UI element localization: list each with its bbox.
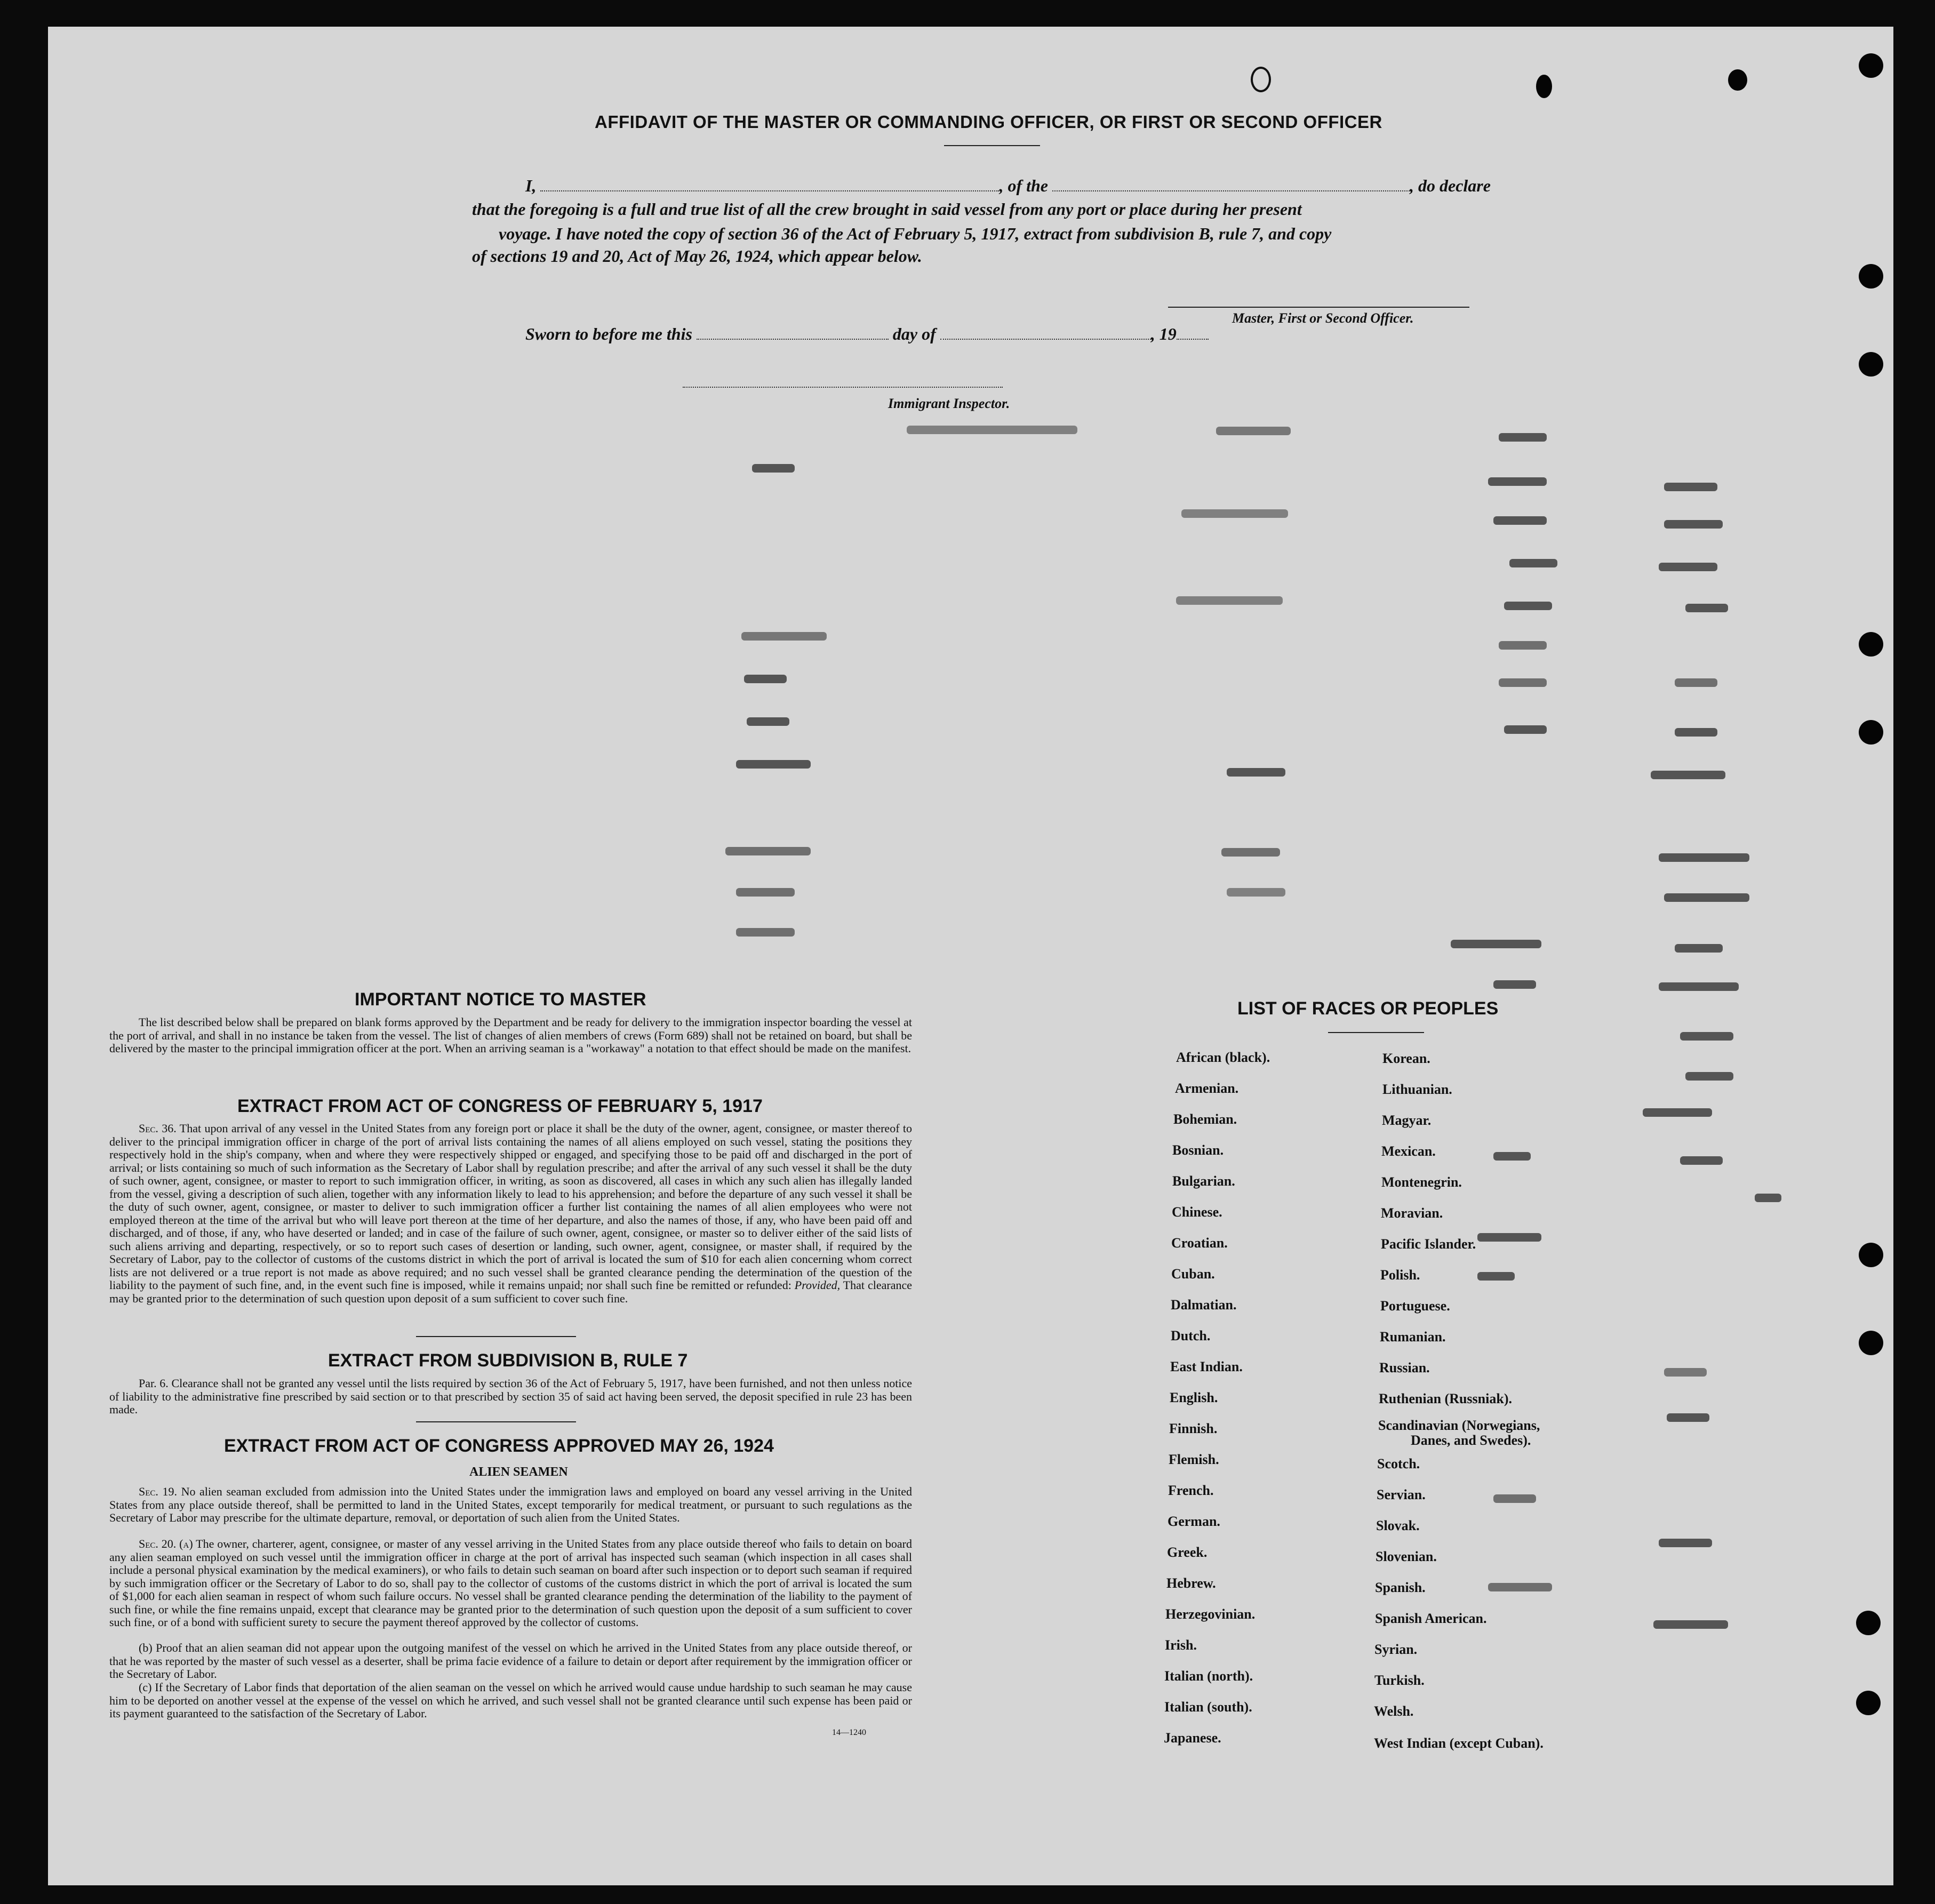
- race-item: Herzegovinian.: [1165, 1606, 1256, 1622]
- race-item: Ruthenian (Russniak).: [1379, 1391, 1512, 1406]
- bleed-through-mark: [1643, 1108, 1712, 1117]
- race-item: Slovak.: [1376, 1518, 1420, 1533]
- race-item: Bohemian.: [1173, 1111, 1237, 1127]
- race-item: Spanish.: [1375, 1580, 1426, 1595]
- bleed-through-mark: [1659, 982, 1739, 991]
- race-item: Armenian.: [1175, 1081, 1239, 1096]
- notice-body: The list described below shall be prepared on blank forms approved by the Department and be ready for delivery to the immigration inspector boarding the vessel at the port of arrival, and shall in no instance be taken from the vessel. The list of changes of alien members of crews (Form 689) shall not be retained on board, but shall be delivered by the master to the principal immigration officer at the port. When an arriving seaman is a "workaway" a notation to that effect should be made on the manifest.: [109, 1015, 912, 1055]
- race-item: Bosnian.: [1172, 1142, 1224, 1158]
- race-item: Flemish.: [1169, 1452, 1219, 1467]
- bleed-through-mark: [1651, 771, 1725, 779]
- race-item: French.: [1168, 1483, 1214, 1498]
- bleed-through-mark: [736, 760, 811, 769]
- bleed-through-mark: [1504, 602, 1552, 610]
- race-item: Hebrew.: [1166, 1575, 1216, 1591]
- race-item: Welsh.: [1374, 1703, 1414, 1719]
- race-item: Bulgarian.: [1172, 1173, 1235, 1189]
- race-item: English.: [1170, 1390, 1218, 1405]
- punch-hole: [1728, 69, 1747, 91]
- race-item: Pacific Islander.: [1381, 1236, 1476, 1252]
- sec-20a-body: Sec. 20. (a) The owner, charterer, agent, consignee, or master of any vessel arriving in the United States from any place outside thereof who fails to detain on board any alien seaman employed on such vessel until the immigration officer in charge at the port of arrival has inspected such seaman (which inspection in all cases shall include a personal physical examination by the medical examiners), or who fails to detain such seaman on board after such inspection or to deport such seaman if required by such immigration officer or the Secretary of Labor to do so, shall pay to the collector of customs of the customs district in which the port of arrival is located the sum of $1,000 for each alien seaman in respect of whom such failure occurs. No vessel shall be granted clearance pending the determination of the liability to the payment of such fine, or while the fine remains unpaid, except that clearance may be granted prior to the determination of such question upon the deposit of a sum sufficient to cover such fine, or of a bond with sufficient surety to secure the payment thereof approved by the collector of customs.: [109, 1537, 912, 1629]
- race-item: Montenegrin.: [1381, 1174, 1462, 1190]
- bleed-through-mark: [1477, 1233, 1541, 1242]
- bleed-through-mark: [1221, 848, 1280, 857]
- name-field[interactable]: [540, 190, 999, 191]
- bleed-through-mark: [1680, 1032, 1733, 1041]
- punch-hole: [1859, 53, 1883, 78]
- races-title: LIST OF RACES OR PEOPLES: [1237, 998, 1499, 1019]
- race-item: Servian.: [1377, 1487, 1426, 1502]
- race-item: Irish.: [1165, 1637, 1197, 1653]
- bleed-through-mark: [1181, 509, 1288, 518]
- year-field[interactable]: [1177, 339, 1209, 340]
- race-item: Croatian.: [1171, 1235, 1228, 1251]
- bleed-through-mark: [1675, 728, 1717, 737]
- extract-1917-title: EXTRACT FROM ACT OF CONGRESS OF FEBRUARY 5, 1917: [237, 1096, 763, 1116]
- bleed-through-mark: [1659, 853, 1749, 862]
- bleed-through-mark: [1493, 980, 1536, 989]
- sworn-line: Sworn to before me this day of , 19: [525, 324, 1209, 344]
- section-divider: [416, 1336, 576, 1337]
- bleed-through-mark: [1664, 520, 1723, 529]
- bleed-through-mark: [1659, 1539, 1712, 1547]
- punch-hole: [1856, 1691, 1881, 1715]
- race-item: Scotch.: [1377, 1456, 1420, 1471]
- race-item: German.: [1168, 1514, 1220, 1529]
- punch-hole: [1251, 67, 1271, 92]
- race-item: Turkish.: [1374, 1673, 1425, 1688]
- race-item: Danes, and Swedes).: [1411, 1433, 1531, 1448]
- bleed-through-mark: [741, 632, 827, 641]
- bleed-through-mark: [1664, 1368, 1707, 1377]
- master-signature-label: Master, First or Second Officer.: [1232, 310, 1414, 326]
- bleed-through-mark: [1680, 1156, 1723, 1165]
- bleed-through-mark: [1667, 1413, 1709, 1422]
- bleed-through-mark: [1176, 596, 1283, 605]
- bleed-through-mark: [1755, 1194, 1781, 1202]
- bleed-through-mark: [1504, 725, 1547, 734]
- affidavit-title: AFFIDAVIT OF THE MASTER OR COMMANDING OFFICER, OR FIRST OR SECOND OFFICER: [595, 112, 1382, 132]
- bleed-through-mark: [752, 464, 795, 473]
- race-item: Russian.: [1379, 1360, 1430, 1375]
- race-item: Slovenian.: [1376, 1549, 1437, 1564]
- race-item: Cuban.: [1171, 1266, 1215, 1282]
- punch-hole: [1859, 1243, 1883, 1267]
- bleed-through-mark: [1451, 940, 1541, 948]
- races-title-underline: [1328, 1032, 1424, 1033]
- month-field[interactable]: [940, 339, 1151, 340]
- bleed-through-mark: [1493, 516, 1547, 525]
- race-item: Greek.: [1167, 1545, 1208, 1560]
- bleed-through-mark: [1685, 604, 1728, 612]
- bleed-through-mark: [1477, 1272, 1515, 1281]
- title-underline: [944, 145, 1040, 146]
- bleed-through-mark: [1493, 1152, 1531, 1161]
- bleed-through-mark: [907, 426, 1077, 434]
- bleed-through-mark: [725, 847, 811, 855]
- race-item: Finnish.: [1169, 1421, 1218, 1436]
- affidavit-line-3: voyage. I have noted the copy of section 36 of the Act of February 5, 1917, extract from subdivision B, rule 7, and copy: [499, 224, 1332, 243]
- inspector-signature-label: Immigrant Inspector.: [888, 396, 1010, 411]
- bleed-through-mark: [736, 928, 795, 937]
- affidavit-line-4: of sections 19 and 20, Act of May 26, 1924, which appear below.: [472, 246, 922, 266]
- form-number: 14—1240: [832, 1728, 866, 1737]
- section-divider: [416, 1421, 576, 1422]
- sec-20c-body: (c) If the Secretary of Labor finds that deportation of the alien seaman on the vessel on which he arrived would cause undue hardship to such seaman he may cause him to be deported on another vessel at the expense of the vessel on which he arrived, and such vessel shall not be granted clearance until such expense has been paid or its payment guaranteed to the satisfaction of the Secretary of Labor.: [109, 1681, 912, 1720]
- extract-rule7-body: Par. 6. Clearance shall not be granted any vessel until the lists required by section 36 of the Act of February 5, 1917, have been furnished, and not then unless notice of liability to the administrative fine prescribed by said section or to that prescribed by section 35 of said act having been served, the deposit specified in rule 23 has been made.: [109, 1377, 912, 1416]
- extract-1917-body: Sec. 36. That upon arrival of any vessel in the United States from any foreign port or place it shall be the duty of the owner, agent, consignee, or master thereof to deliver to the principal immigration officer in charge of the port of arrival lists containing the names of all aliens employed on such vessel, stating the positions they respectively hold in the ship's company, when and where they were respectively shipped or engaged, and specifying those to be paid off and discharged in the port of arrival; or lists containing so much of such information as the Secretary of Labor shall by regulation prescribe; and after the arrival of any such vessel it shall be the duty of such owner, agent, consignee, or master to report to such immigration officer, in writing, as soon as discovered, all cases in which any such alien has illegally landed from the vessel, giving a description of such alien, together with any information likely to lead to his apprehension; and before the departure of any such vessel it shall be the duty of such owner, agent, consignee, or master to deliver to such immigration officer a further list containing the names of all alien employees who were not employed thereon at the time of the arrival but who will leave port thereon at the time of her departure, and also the names of those, if any, who have been paid off and discharged, and of those, if any, who have deserted or landed; and in case of the failure of such owner, agent, consignee, or master so to deliver either of the said lists of such aliens arriving and departing, respectively, or so to report such cases of desertion or landing, such owner, agent, consignee, or master shall, if required by the Secretary of Labor, pay to the collector of customs of the customs district in which the port of arrival is located the sum of $10 for each alien concerning whom correct lists are not delivered or a true report is not made as above required; and no such vessel shall be granted clearance pending the determination of the question of the liability to the payment of such fine, and, in the event such fine is imposed, while it remains unpaid; nor shall such fine be remitted or refunded: Provided, That clearance may be granted prior to the determination of such question upon deposit of a sum sufficient to cover such fine.: [109, 1122, 913, 1305]
- race-item: Portuguese.: [1380, 1298, 1450, 1314]
- notice-title: IMPORTANT NOTICE TO MASTER: [355, 989, 646, 1010]
- race-item: Dalmatian.: [1171, 1297, 1237, 1313]
- race-item: Lithuanian.: [1382, 1082, 1452, 1097]
- race-item: West Indian (except Cuban).: [1374, 1735, 1544, 1751]
- bleed-through-mark: [1675, 678, 1717, 687]
- bleed-through-mark: [1227, 768, 1285, 777]
- race-item: Dutch.: [1171, 1328, 1211, 1343]
- bleed-through-mark: [1499, 641, 1547, 650]
- bleed-through-mark: [736, 888, 795, 897]
- bleed-through-mark: [1653, 1620, 1728, 1629]
- bleed-through-mark: [1509, 559, 1557, 567]
- race-item: Rumanian.: [1380, 1329, 1446, 1345]
- bleed-through-mark: [1664, 483, 1717, 491]
- race-item: Italian (north).: [1164, 1668, 1253, 1684]
- race-item: East Indian.: [1170, 1359, 1243, 1374]
- race-item: Japanese.: [1164, 1730, 1221, 1746]
- affidavit-line-1: I, , of the , do declare: [525, 176, 1491, 195]
- bleed-through-mark: [1675, 944, 1723, 953]
- race-item: Magyar.: [1382, 1113, 1432, 1128]
- punch-hole: [1536, 75, 1552, 98]
- day-field[interactable]: [697, 339, 889, 340]
- race-item: Chinese.: [1172, 1204, 1222, 1220]
- bleed-through-mark: [1216, 427, 1291, 435]
- bleed-through-mark: [1685, 1072, 1733, 1081]
- bleed-through-mark: [1664, 893, 1749, 902]
- race-item: Syrian.: [1374, 1642, 1418, 1657]
- extract-rule7-title: EXTRACT FROM SUBDIVISION B, RULE 7: [328, 1350, 688, 1371]
- punch-hole: [1859, 264, 1883, 289]
- sec-20b-body: (b) Proof that an alien seaman did not appear upon the outgoing manifest of the vessel on which he arrived in the United States from any place outside thereof, or that he was reported by the master of such vessel as a deserter, shall be prima facie evidence of a failure to detain or deport after requirement by the immigration officer or the Secretary of Labor.: [109, 1641, 912, 1681]
- punch-hole: [1859, 720, 1883, 745]
- extract-1924-subtitle: ALIEN SEAMEN: [469, 1465, 568, 1479]
- bleed-through-mark: [747, 717, 789, 726]
- bleed-through-mark: [1493, 1494, 1536, 1503]
- bleed-through-mark: [1499, 433, 1547, 442]
- punch-hole: [1859, 1331, 1883, 1355]
- race-item: Korean.: [1382, 1051, 1430, 1066]
- race-item: African (black).: [1176, 1050, 1270, 1065]
- sec-19-body: Sec. 19. No alien seaman excluded from admission into the United States under the immigration laws and employed on board any vessel arriving in the United States from any place outside thereof, shall be permitted to land in the United States, except temporarily for medical treatment, or pursuant to such regulations as the Secretary of Labor may prescribe for the ultimate departure, removal, or deportation of such alien from the United States.: [109, 1485, 912, 1524]
- inspector-signature-line: [683, 387, 1003, 388]
- race-item: Moravian.: [1381, 1205, 1443, 1221]
- vessel-field[interactable]: [1052, 190, 1410, 191]
- race-item: Polish.: [1380, 1267, 1420, 1283]
- bleed-through-mark: [744, 675, 787, 683]
- bleed-through-mark: [1499, 678, 1547, 687]
- bleed-through-mark: [1488, 1583, 1552, 1591]
- punch-hole: [1856, 1611, 1881, 1635]
- punch-hole: [1859, 352, 1883, 377]
- race-item: Italian (south).: [1164, 1699, 1252, 1715]
- bleed-through-mark: [1227, 888, 1285, 897]
- bleed-through-mark: [1488, 477, 1547, 486]
- race-item: Scandinavian (Norwegians,: [1378, 1418, 1540, 1433]
- bleed-through-mark: [1659, 563, 1717, 571]
- master-signature-line: [1168, 307, 1469, 308]
- extract-1924-title: EXTRACT FROM ACT OF CONGRESS APPROVED MAY 26, 1924: [224, 1436, 774, 1456]
- race-item: Spanish American.: [1375, 1611, 1487, 1626]
- race-item: Mexican.: [1381, 1143, 1436, 1159]
- punch-hole: [1859, 632, 1883, 657]
- affidavit-line-2: that the foregoing is a full and true list of all the crew brought in said vessel from any port or place during her present: [472, 199, 1302, 219]
